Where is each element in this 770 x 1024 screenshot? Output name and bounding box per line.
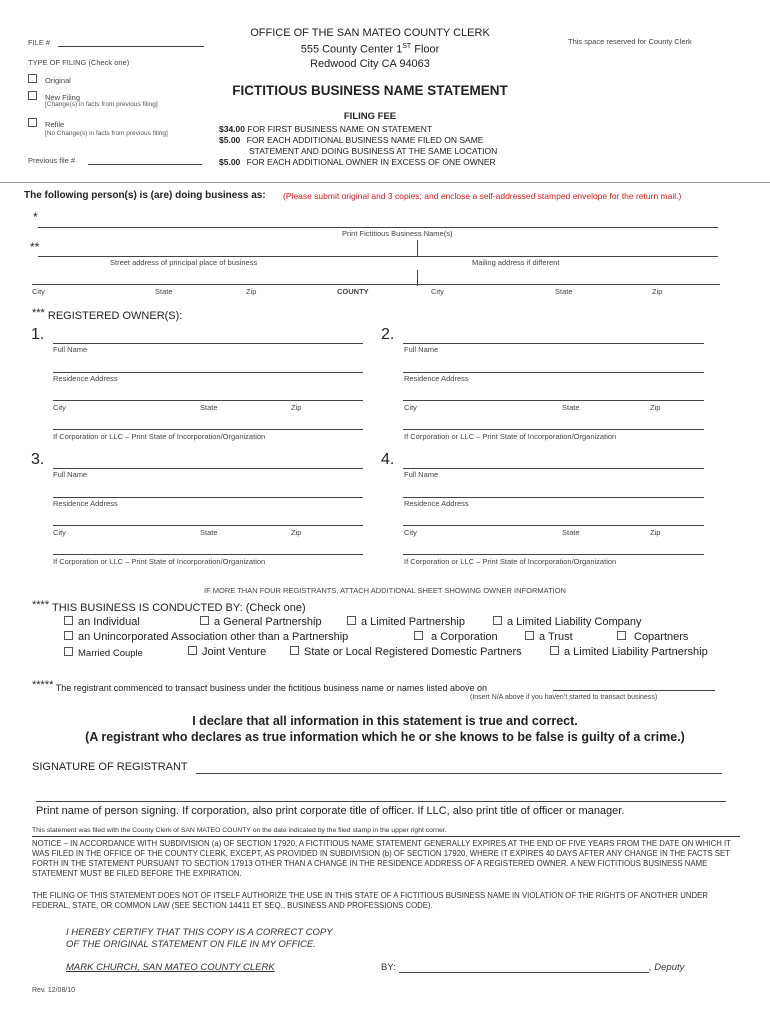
option-married-couple[interactable]: Married Couple	[64, 647, 143, 659]
commenced-date-field[interactable]	[553, 690, 715, 691]
corporation-checkbox[interactable]	[414, 631, 423, 640]
type-of-filing-label: TYPE OF FILING (Check one)	[28, 58, 130, 67]
option-general-partnership[interactable]: a General Partnership	[200, 616, 322, 628]
owner-3-number: 3.	[31, 451, 45, 468]
revision-date: Rev. 12/08/10	[32, 987, 76, 994]
signature-label: SIGNATURE OF REGISTRANT	[32, 761, 188, 773]
mailing-state-caption: State	[555, 287, 573, 296]
filing-original-option[interactable]: Original	[28, 74, 71, 85]
owner-4-number: 4.	[381, 451, 395, 468]
city-state-zip-field[interactable]	[32, 284, 720, 285]
file-number-label: FILE #	[28, 38, 51, 47]
owner-3-full-name-caption: Full Name	[53, 470, 88, 479]
owner-4-zip-caption: Zip	[650, 528, 661, 537]
owner-2-residence-field[interactable]	[403, 372, 704, 373]
certification: I HEREBY CERTIFY THAT THIS COPY IS A CORRECT COPY OF THE ORIGINAL STATEMENT ON FILE IN MY OFFICE.	[66, 927, 333, 950]
owner-1-zip-caption: Zip	[291, 403, 302, 412]
option-domestic-partners[interactable]: State or Local Registered Domestic Partners	[290, 646, 522, 658]
trust-checkbox[interactable]	[525, 631, 534, 640]
owner-2-corp-caption: If Corporation or LLC – Print State of Incorporation/Organization	[404, 432, 617, 441]
street-address-field[interactable]	[38, 256, 718, 257]
previous-file-field[interactable]	[88, 164, 202, 165]
mailing-zip-caption: Zip	[652, 287, 663, 296]
clerk-office-address: OFFICE OF THE SAN MATEO COUNTY CLERK 555 County Center 1ST Floor Redwood City CA 94063	[250, 27, 490, 70]
owner-1-full-name-caption: Full Name	[53, 345, 88, 354]
owner-4-residence-field[interactable]	[403, 497, 704, 498]
new-filing-checkbox[interactable]	[28, 91, 37, 100]
authorization-notice: THE FILING OF THIS STATEMENT DOES NOT OF ITSELF AUTHORIZE THE USE IN THIS STATE OF A FICTITIOUS BUSINESS NAME IN VIOLATION OF THE RIGHTS OF ANOTHER UNDER FEDERAL, STATE, OR COMMON LAW (SEE SECTION 14411 ET SEQ., BUSINESS AND PROFESSIONS CODE).	[32, 891, 708, 910]
owner-4-corp-caption: If Corporation or LLC – Print State of Incorporation/Organization	[404, 557, 617, 566]
owner-2-corp-field[interactable]	[403, 429, 704, 430]
county-caption: COUNTY	[337, 287, 369, 296]
limited-partnership-checkbox[interactable]	[347, 616, 356, 625]
option-copartners[interactable]: Copartners	[617, 631, 688, 643]
filing-fee-heading: FILING FEE	[343, 111, 397, 122]
header-divider	[0, 182, 770, 183]
principal-city-caption: City	[32, 287, 45, 296]
owner-4-corp-field[interactable]	[403, 554, 704, 555]
owner-1-full-name-field[interactable]	[53, 343, 363, 344]
conducted-by-heading: **** THIS BUSINESS IS CONDUCTED BY: (Check one)	[32, 599, 306, 614]
filed-statement: This statement was filed with the County Clerk of SAN MATEO COUNTY on the date indicated by the filed stamp in the upper right corner.	[32, 827, 447, 834]
declaration: I declare that all information in this statement is true and correct. (A registrant who declares as true information which he or she knows to be false is guilty of a crime.)	[85, 714, 685, 744]
owner-1-city-field[interactable]	[53, 400, 363, 401]
refile-note: [No Change(s) in facts from previous filing]	[45, 130, 168, 137]
owner-1-number: 1.	[31, 326, 45, 343]
owner-1-corp-caption: If Corporation or LLC – Print State of Incorporation/Organization	[53, 432, 266, 441]
individual-checkbox[interactable]	[64, 616, 73, 625]
llp-checkbox[interactable]	[550, 646, 559, 655]
option-individual[interactable]: an Individual	[64, 616, 140, 628]
owner-4-city-field[interactable]	[403, 525, 704, 526]
commenced-statement: ***** The registrant commenced to transact business under the fictitious business name or names listed above on	[32, 679, 487, 693]
owner-3-zip-caption: Zip	[291, 528, 302, 537]
general-partnership-checkbox[interactable]	[200, 616, 209, 625]
married-couple-checkbox[interactable]	[64, 647, 73, 656]
owner-2-full-name-caption: Full Name	[404, 345, 439, 354]
city-separator	[417, 270, 418, 286]
llc-checkbox[interactable]	[493, 616, 502, 625]
owner-1-residence-field[interactable]	[53, 372, 363, 373]
copartners-checkbox[interactable]	[617, 631, 626, 640]
address-marker: **	[30, 240, 40, 254]
mailing-city-caption: City	[431, 287, 444, 296]
expiration-notice: NOTICE – IN ACCORDANCE WITH SUBDIVISION (a) OF SECTION 17920, A FICTITIOUS NAME STATEMENT GENERALLY EXPIRES AT THE END OF FIVE YEARS FROM THE DATE ON WHICH IT WAS FILED IN THE OFFICE OF THE COUNTY CLERK, EXCEPT, AS PROVIDED IN SUBDIVISION (b) OF SECTION 17920, WHERE IT EXPIRES 40 DAYS AFTER ANY CHANGE IN THE FACTS SET FORTH IN THE STATEMENT PURSUANT TO SECTION 17913 OTHER THAN A CHANGE IN THE RESIDENCE ADDRESS OF A REGISTERED OWNER. A NEW FICTITIOUS BUSINESS NAME STATEMENT MUST BE FILED BEFORE THE EXPIRATION.	[32, 839, 731, 878]
option-unincorporated[interactable]: an Unincorporated Association other than a Partnership	[64, 631, 348, 643]
deputy-label: , Deputy	[649, 962, 685, 973]
owner-3-state-caption: State	[200, 528, 218, 537]
business-name-field[interactable]	[38, 227, 718, 228]
option-llc[interactable]: a Limited Liability Company	[493, 616, 642, 628]
option-corporation[interactable]: a Corporation	[414, 631, 498, 643]
owner-4-full-name-caption: Full Name	[404, 470, 439, 479]
owner-3-city-field[interactable]	[53, 525, 363, 526]
option-llp[interactable]: a Limited Liability Partnership	[550, 646, 708, 658]
fee-schedule: $34.00 FOR FIRST BUSINESS NAME ON STATEMENT $5.00 FOR EACH ADDITIONAL BUSINESS NAME FILED ON SAME STATEMENT AND DOING BUSINESS AT THE SAME LOCATION $5.00 FOR EACH ADDITIONAL OWNER IN EXCESS OF ONE OWNER	[219, 124, 498, 167]
registered-owners-heading: *** REGISTERED OWNER(S):	[32, 307, 183, 322]
owner-1-corp-field[interactable]	[53, 429, 363, 430]
owner-4-city-caption: City	[404, 528, 417, 537]
commenced-note: (Insert N/A above if you haven’t started to transact business)	[470, 694, 658, 701]
deputy-by-label: BY:	[381, 962, 396, 973]
mailing-address-caption: Mailing address if different	[472, 258, 560, 267]
signature-field[interactable]	[196, 773, 722, 774]
owner-2-residence-caption: Residence Address	[404, 374, 469, 383]
owner-4-full-name-field[interactable]	[403, 468, 704, 469]
street-address-caption: Street address of principal place of business	[110, 258, 258, 267]
owner-3-corp-caption: If Corporation or LLC – Print State of Incorporation/Organization	[53, 557, 266, 566]
owner-3-residence-field[interactable]	[53, 497, 363, 498]
business-name-caption: Print Fictitious Business Name(s)	[342, 229, 453, 238]
printed-name-caption: Print name of person signing. If corporation, also print corporate title of officer. If LLC, also print title of officer or manager.	[36, 805, 625, 817]
unincorporated-checkbox[interactable]	[64, 631, 73, 640]
owner-2-city-caption: City	[404, 403, 417, 412]
option-limited-partnership[interactable]: a Limited Partnership	[347, 616, 465, 628]
file-number-field[interactable]	[58, 46, 204, 47]
owner-2-number: 2.	[381, 326, 395, 343]
owner-1-city-caption: City	[53, 403, 66, 412]
owner-4-residence-caption: Residence Address	[404, 499, 469, 508]
option-trust[interactable]: a Trust	[525, 631, 573, 643]
joint-venture-checkbox[interactable]	[188, 646, 197, 655]
clerk-name: MARK CHURCH, SAN MATEO COUNTY CLERK	[66, 962, 275, 973]
business-name-marker: *	[33, 210, 38, 224]
form-title: FICTITIOUS BUSINESS NAME STATEMENT	[232, 83, 508, 98]
owner-2-state-caption: State	[562, 403, 580, 412]
owner-3-city-caption: City	[53, 528, 66, 537]
more-than-four-note: IF MORE THAN FOUR REGISTRANTS, ATTACH ADDITIONAL SHEET SHOWING OWNER INFORMATION	[204, 586, 566, 595]
principal-zip-caption: Zip	[246, 287, 257, 296]
address-separator	[417, 240, 418, 256]
doing-business-as-label: The following person(s) is (are) doing business as:	[24, 190, 266, 201]
domestic-partners-checkbox[interactable]	[290, 646, 299, 655]
owner-2-city-field[interactable]	[403, 400, 704, 401]
refile-checkbox[interactable]	[28, 118, 37, 127]
previous-file-label: Previous file #	[28, 156, 76, 165]
owner-3-residence-caption: Residence Address	[53, 499, 118, 508]
deputy-signature-field[interactable]	[399, 972, 649, 973]
option-joint-venture[interactable]: Joint Venture	[188, 646, 266, 658]
owner-4-state-caption: State	[562, 528, 580, 537]
printed-name-field[interactable]	[36, 801, 726, 802]
owner-2-full-name-field[interactable]	[403, 343, 704, 344]
owner-2-zip-caption: Zip	[650, 403, 661, 412]
owner-3-full-name-field[interactable]	[53, 468, 363, 469]
owner-1-state-caption: State	[200, 403, 218, 412]
submission-instructions: (Please submit original and 3 copies; and enclose a self-addressed stamped envelope for the return mail.)	[283, 191, 682, 201]
clerk-reserved-space: This space reserved for County Clerk	[568, 37, 692, 46]
owner-1-residence-caption: Residence Address	[53, 374, 118, 383]
filing-new-option[interactable]: New Filing	[28, 91, 80, 102]
principal-state-caption: State	[155, 287, 173, 296]
notice-divider	[32, 836, 740, 837]
original-checkbox[interactable]	[28, 74, 37, 83]
filing-refile-option[interactable]: Refile	[28, 118, 64, 129]
new-filing-note: [Change(s) in facts from previous filing]	[45, 101, 158, 108]
owner-3-corp-field[interactable]	[53, 554, 363, 555]
